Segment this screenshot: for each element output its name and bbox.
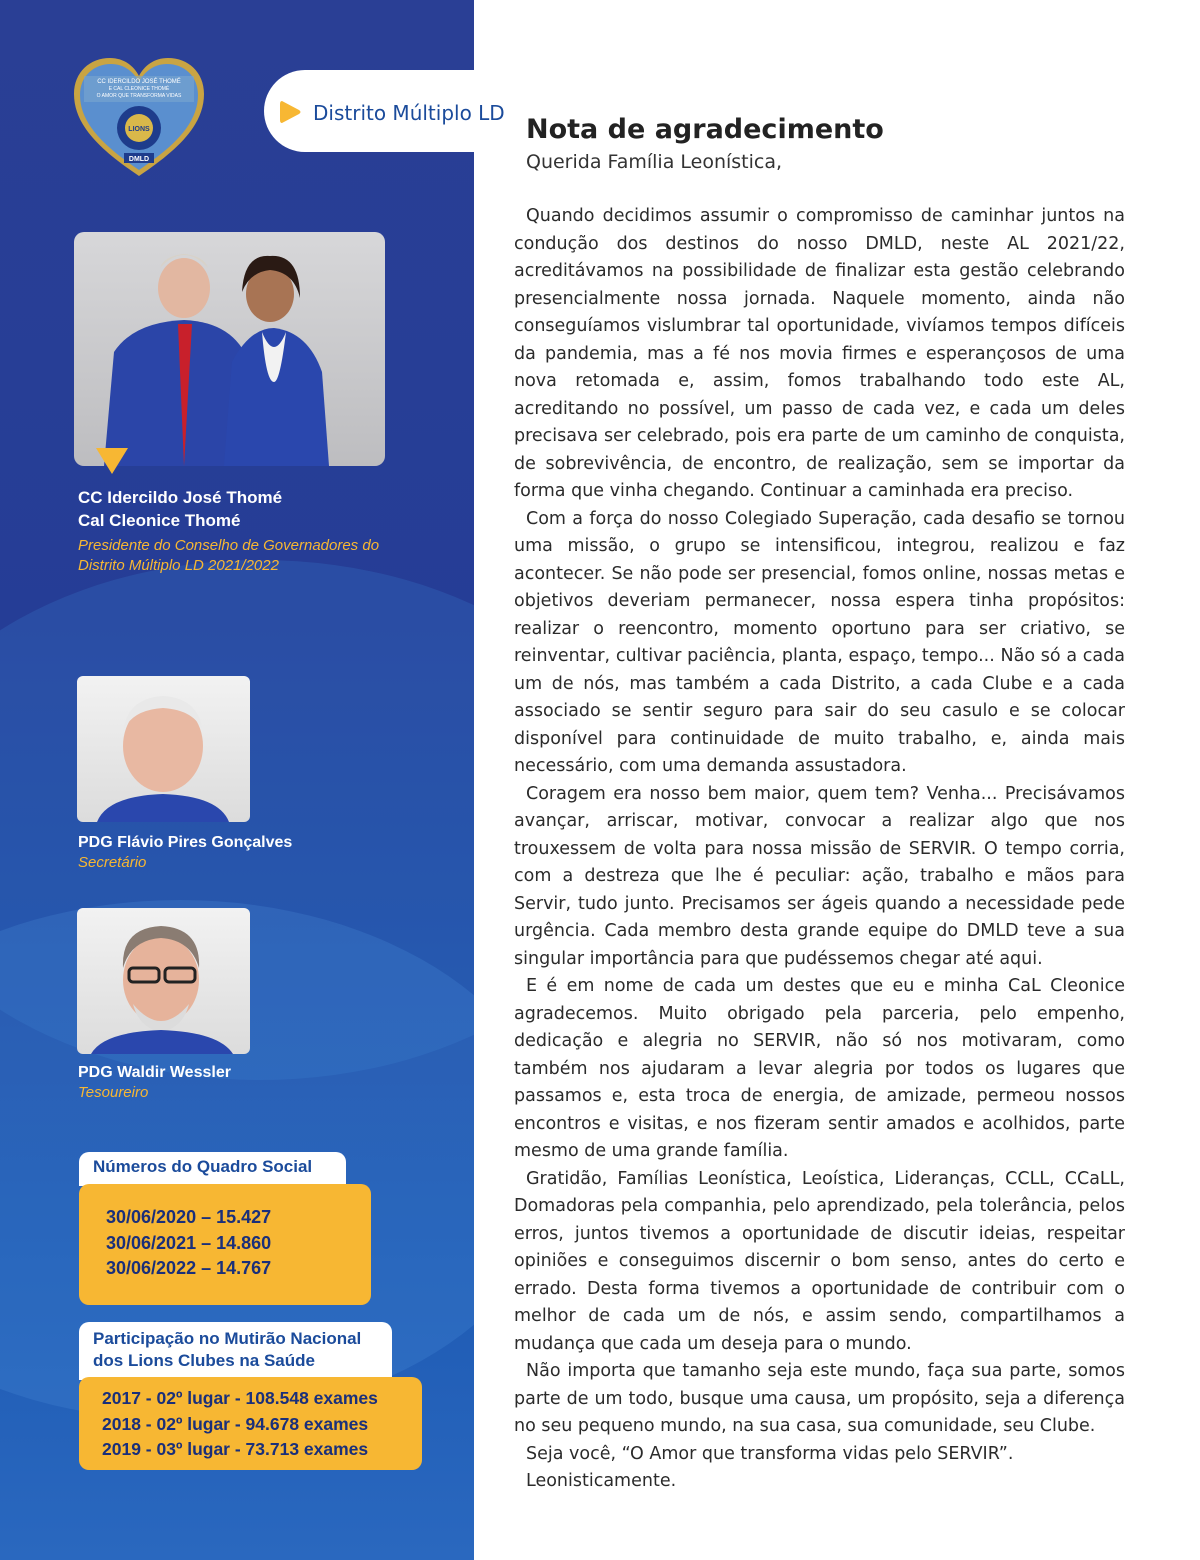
svg-text:O AMOR QUE TRANSFORMA VIDAS: O AMOR QUE TRANSFORMA VIDAS bbox=[96, 93, 182, 99]
couple-photo bbox=[74, 232, 385, 466]
article-paragraph: Não importa que tamanho seja este mundo, faça sua parte, somos parte de um todo, busque uma causa, um propósito, seja a diferença no seu pequeno mundo, na sua casa, sua comunidade, seu Clube. bbox=[514, 1361, 1125, 1436]
mutirao-label-line1: Participação no Mutirão Nacional bbox=[93, 1329, 362, 1348]
officer-role: Tesoureiro bbox=[78, 1084, 149, 1101]
membership-row: 30/06/2021 – 14.860 bbox=[106, 1232, 272, 1253]
article-paragraph: Com a força do nosso Colegiado Superação, cada desafio se tornou uma missão, o grupo se intensificou, integrou, realizou e faz acontecer. Se não pode ser presencial, fomos online, nossas metas e objetivos deveriam permanecer, nossa espera tinha propósitos: realizar o reencontro, momento oportuno para ser criativo, se reinventar, cultivar paciência, planta, espaço, tempo... Não só a cada um de nós, mas também a cada Distrito, a cada Clube e a cada associado se sentir seguro para sair do seu casulo e se colocar disponível para continuidade de muito trabalho, e, ainda mais necessário, com uma demanda assustadora. bbox=[514, 508, 1125, 776]
membership-row: 30/06/2022 – 14.767 bbox=[106, 1258, 272, 1278]
officer-role: Secretário bbox=[78, 854, 147, 871]
article-body bbox=[514, 203, 1125, 1496]
mutirao-card bbox=[79, 1377, 422, 1470]
article-paragraph: Coragem era nosso bem maior, quem tem? Venha... Precisávamos avançar, arriscar, motivar, convocar a realizar algo que nos trouxessem de volta para nossa missão de SERVIR. O tempo corria, com a destreza que lhe é peculiar: ação, trabalho e mãos para Servir, tudo junto. Precisamos ser ágeis quando a necessidade pede urgência. Cada membro desta grande equipe do DMLD teve a sua singular importância para que pudéssemos chegar até aqui. bbox=[514, 783, 1125, 969]
article-paragraph: Gratidão, Famílias Leonística, Leoística, Lideranças, CCLL, CCaLL, Domadoras pela companhia, pelo aprendizado, pela tolerância, pelos erros, juntos tivemos a oportunidade de discutir ideias, respeitar opiniões e conseguimos discernir o bom senso, antes do certo e errado. Desta forma tivemos a oportunidade de contribuir com o melhor de cada um de nós, e assim sendo, compartilhamos a mudança que cada um deseja para o mundo. bbox=[514, 1168, 1125, 1354]
svg-text:LIONS: LIONS bbox=[128, 126, 150, 133]
membership-card-label: Números do Quadro Social bbox=[79, 1152, 346, 1186]
mutirao-label-line2: dos Lions Clubes na Saúde bbox=[93, 1351, 315, 1370]
article-title: Nota de agradecimento bbox=[526, 114, 884, 145]
play-arrow-icon bbox=[278, 99, 302, 125]
officer-name: PDG Flávio Pires Gonçalves bbox=[78, 834, 293, 851]
featured-name-2: Cal Cleonice Thomé bbox=[78, 511, 241, 530]
officer-photo-treasurer bbox=[77, 908, 250, 1054]
section-label: Distrito Múltiplo LD bbox=[313, 101, 505, 125]
svg-text:CC IDERCILDO JOSÉ THOMÉ: CC IDERCILDO JOSÉ THOMÉ bbox=[97, 79, 181, 85]
article-paragraph: Quando decidimos assumir o compromisso de caminhar juntos na condução dos destinos do nosso DMLD, neste AL 2021/22, acreditávamos na possibilidade de finalizar esta gestão celebrando presencialmente nossa jornada. Naquele momento, ainda não conseguíamos vislumbrar tal oportunidade, vivíamos tempos difíceis da pandemia, mas a fé nos movia firmes e esperançosos de uma nova retomada e, assim, fomos trabalhando todo este AL, acreditando no possível, um passo de cada vez, e cada um deles precisava ser celebrado, pois era parte de um caminho de conquista, de sobrevivência, de encontro, de realização, sem se importar da forma que vinha chegando. Continuar a caminhada era preciso. bbox=[514, 206, 1125, 501]
mutirao-row: 2019 - 03º lugar - 73.713 exames bbox=[102, 1439, 369, 1459]
svg-text:DMLD: DMLD bbox=[128, 156, 150, 163]
article-paragraph: Seja você, “O Amor que transforma vidas pelo SERVIR”. bbox=[526, 1443, 1014, 1464]
officer-name: PDG Waldir Wessler bbox=[78, 1064, 231, 1081]
triangle-marker-icon bbox=[94, 446, 130, 476]
officer-photo-secretary bbox=[77, 676, 250, 822]
featured-role-1: Presidente do Conselho de Governadores do bbox=[78, 537, 380, 554]
svg-text:E CAL CLEONICE THOMÉ: E CAL CLEONICE THOMÉ bbox=[108, 86, 170, 92]
article-paragraph: Leonisticamente. bbox=[526, 1471, 677, 1491]
mutirao-row: 2018 - 02º lugar - 94.678 exames bbox=[102, 1413, 369, 1434]
featured-name-1: CC Idercildo José Thomé bbox=[78, 488, 283, 507]
membership-card bbox=[79, 1184, 371, 1305]
article-salutation: Querida Família Leonística, bbox=[526, 151, 783, 173]
membership-row: 30/06/2020 – 15.427 bbox=[106, 1207, 272, 1227]
heart-logo bbox=[72, 56, 206, 180]
mutirao-row: 2017 - 02º lugar - 108.548 exames bbox=[102, 1388, 378, 1408]
article-paragraph: E é em nome de cada um destes que eu e minha CaL Cleonice agradecemos. Muito obrigado pela parceria, pelo empenho, dedicação e alegria no SERVIR, não só nos motivaram, como também nos ajudaram a levar alegria por todos os lugares que passamos e, esta troca de energia, de amizade, permeou nossos encontros e visitas, e nos fizeram sentir amados e acolhidos, parte mesmo de uma grande família. bbox=[514, 976, 1125, 1161]
mutirao-card-label bbox=[79, 1322, 392, 1380]
featured-role-2: Distrito Múltiplo LD 2021/2022 bbox=[78, 557, 279, 574]
